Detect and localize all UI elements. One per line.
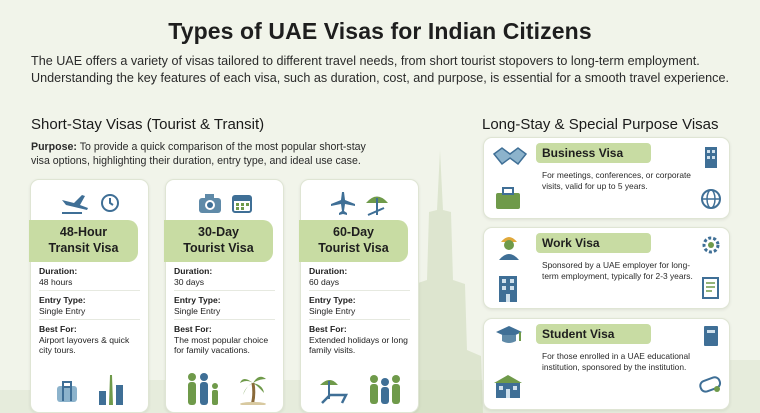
duration-field (309, 266, 412, 287)
short-stay-heading: Short-Stay Visas (Tourist & Transit) (31, 116, 265, 133)
duration-field (174, 266, 277, 287)
visa-name-tag (536, 233, 651, 253)
visa-card-48-hour-transit (30, 179, 149, 413)
visa-card-student (483, 318, 730, 410)
visa-name: Business Visa (542, 146, 624, 160)
duration-label: Duration: (309, 266, 348, 276)
diploma-icon (698, 373, 724, 395)
best-for-field (174, 324, 277, 356)
long-stay-heading: Long-Stay & Special Purpose Visas (482, 116, 719, 133)
best-for-field (309, 324, 412, 356)
visa-name-banner (164, 220, 273, 262)
duration-field (39, 266, 142, 287)
duration-label: Duration: (39, 266, 78, 276)
group-icon (366, 373, 404, 405)
airplane-icon (330, 190, 356, 216)
divider (174, 290, 275, 291)
best-for-field (39, 324, 142, 356)
school-building-icon (492, 373, 524, 399)
purpose-paragraph (31, 141, 376, 168)
worker-icon (496, 232, 522, 260)
visa-card-30-day-tourist (165, 179, 284, 413)
book-icon (701, 324, 721, 348)
duration-value: 48 hours (39, 276, 73, 287)
visa-description: For meetings, conferences, or corporate visits, valid for up to 5 years. (542, 170, 691, 191)
best-for-label: Best For: (174, 324, 212, 334)
visa-name-banner (299, 220, 408, 262)
airplane-landing-icon (60, 191, 92, 215)
palm-tree-icon (239, 371, 267, 405)
visa-card-work (483, 227, 730, 309)
visa-name-tag (536, 143, 651, 163)
entry-type-label: Entry Type: (174, 295, 221, 305)
visa-name: Student Visa (542, 327, 615, 341)
visa-description: For those enrolled in a UAE educational institution, sponsored by the institution. (542, 351, 691, 372)
duration-label: Duration: (174, 266, 213, 276)
entry-type-field (39, 295, 142, 316)
visa-name-line2: Transit Visa (48, 241, 119, 255)
gears-icon (700, 234, 722, 256)
entry-type-field (174, 295, 277, 316)
purpose-text: To provide a quick comparison of the most popular short-stay visa options, highlighting their duration, entry type, and ideal use case. (31, 141, 366, 167)
city-skyline-icon (96, 371, 126, 405)
divider (309, 319, 410, 320)
visa-name: Work Visa (542, 236, 600, 250)
camera-icon (197, 192, 223, 214)
visa-card-business (483, 137, 730, 219)
entry-type-label: Entry Type: (39, 295, 86, 305)
handshake-icon (492, 144, 528, 170)
family-icon (183, 371, 223, 405)
entry-type-value: Single Entry (174, 305, 221, 316)
calendar-icon (231, 192, 253, 214)
visa-name-line1: 30-Day (198, 225, 239, 239)
page-title: Types of UAE Visas for Indian Citizens (168, 18, 592, 44)
intro-paragraph: The UAE offers a variety of visas tailored to different travel needs, from short tourist stopovers to long-term employment. Understanding the key features of each visa, such as duration, cost, and purpose, is essential for a smooth travel experience. (31, 54, 729, 85)
briefcase-icon (494, 186, 522, 210)
visa-name-line2: Tourist Visa (318, 241, 389, 255)
entry-type-value: Single Entry (39, 305, 86, 316)
visa-card-60-day-tourist (300, 179, 419, 413)
visa-name-line2: Tourist Visa (183, 241, 254, 255)
divider (39, 290, 140, 291)
apartment-icon (496, 274, 520, 302)
divider (309, 290, 410, 291)
visa-name-tag (536, 324, 651, 344)
beach-umbrella-icon (364, 190, 390, 216)
entry-type-label: Entry Type: (309, 295, 356, 305)
luggage-icon (54, 379, 80, 405)
duration-value: 30 days (174, 276, 205, 287)
beach-chair-icon (316, 375, 350, 405)
best-for-label: Best For: (309, 324, 347, 334)
purpose-label: Purpose: (31, 141, 77, 153)
best-for-value: The most popular choice for family vacations. (174, 334, 269, 356)
contract-icon (700, 276, 722, 300)
visa-name-line1: 60-Day (333, 225, 374, 239)
graduation-cap-icon (494, 323, 524, 347)
best-for-value: Extended holidays or long family visits. (309, 334, 408, 356)
entry-type-field (309, 295, 412, 316)
best-for-value: Airport layovers & quick city tours. (39, 334, 130, 356)
entry-type-value: Single Entry (309, 305, 356, 316)
visa-description: Sponsored by a UAE employer for long-term employment, typically for 2-3 years. (542, 260, 693, 281)
visa-name-line1: 48-Hour (59, 225, 108, 239)
globe-icon (700, 188, 722, 210)
divider (174, 319, 275, 320)
visa-name-banner (29, 220, 138, 262)
divider (39, 319, 140, 320)
clock-icon (100, 193, 120, 213)
office-building-icon (702, 144, 720, 168)
best-for-label: Best For: (39, 324, 77, 334)
duration-value: 60 days (309, 276, 340, 287)
